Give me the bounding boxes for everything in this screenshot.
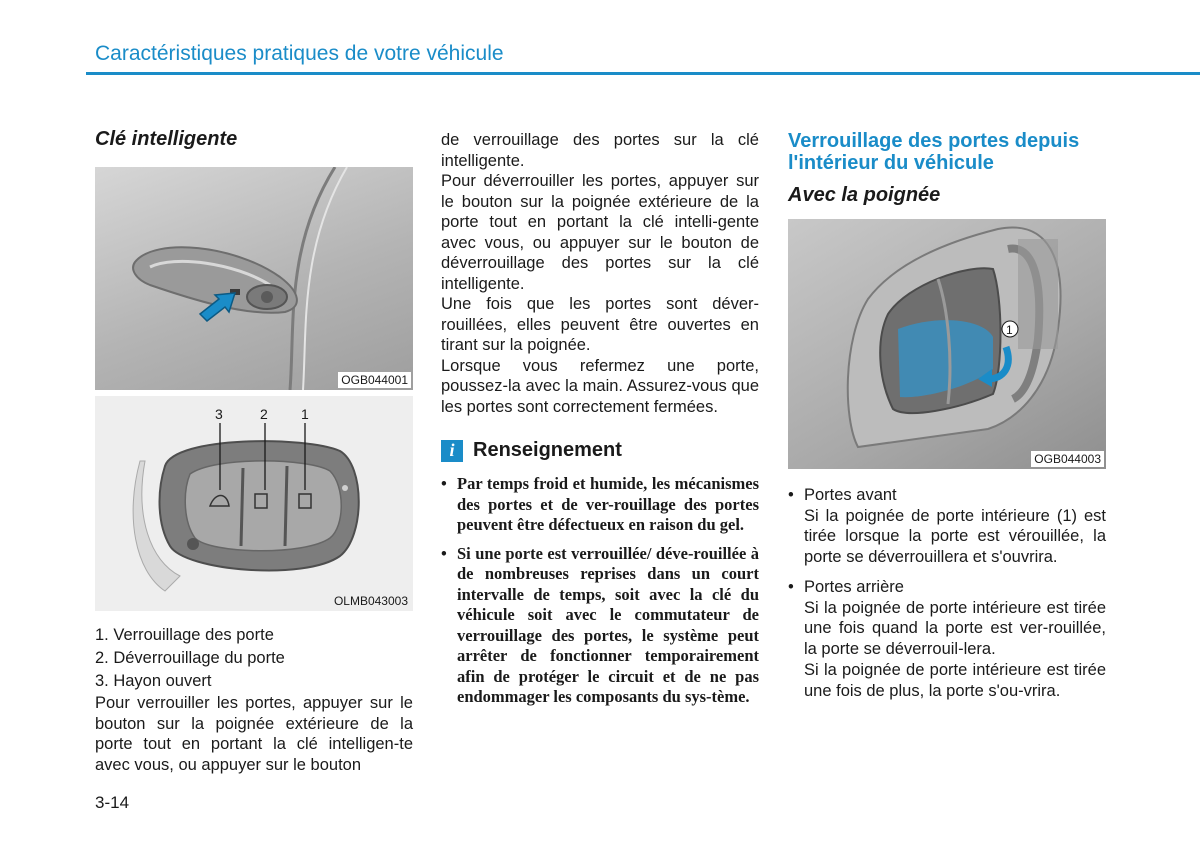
section-heading-interior-lock: Verrouillage des portes depuis l'intérieur du véhicule [788, 130, 1080, 174]
list-item [788, 485, 1106, 567]
header-rule [86, 72, 1200, 75]
bullet-title: • Portes avant [788, 485, 1106, 506]
info-title: Renseignement [473, 439, 622, 461]
bullet-title: • Portes arrière [788, 577, 1106, 598]
paragraph: Pour déverrouiller les portes, appuyer sur le bouton sur la poignée extérieure de la porte tout en portant la clé intelli-gente avec vous, ou appuyer sur le bouton de déverrouillage des portes sur la clé intelligente. [441, 172, 759, 293]
list-item: 3. Hayon ouvert [95, 672, 212, 690]
photo-code: OGB044001 [338, 372, 411, 388]
info-box-header [441, 439, 759, 462]
info-bullet: • Si une porte est verrouillée/ déve-rouillée à de nombreuses reprises dans un court intervalle de temps, soit avec la clé du véhicule soit avec le commutateur de verrouillage des portes, le système peut arrêter de fonctionner temporairement afin de protéger le circuit et de ne pas endommager les composants du sys-tème. [441, 544, 759, 708]
bullet-text: Si la poignée de porte intérieure (1) est tirée lorsque la porte est vérouillée, la porte se déverrouillera et s'ouvrira. [804, 506, 1106, 566]
photo-code: OGB044003 [1031, 451, 1104, 467]
list-item: 2. Déverrouillage du porte [95, 649, 285, 667]
section-heading-smart-key: Clé intelligente [95, 128, 238, 150]
info-bullets [441, 474, 759, 708]
subheading-handle: Avec la poignée [788, 184, 941, 206]
list-item [788, 577, 1106, 701]
column-right [788, 130, 1106, 711]
smart-key-photo [95, 396, 413, 611]
page-number: 3-14 [95, 793, 130, 812]
button-list [95, 624, 413, 693]
door-handle-illustration [95, 167, 413, 390]
page-header-title: Caractéristiques pratiques de votre véhicule [95, 42, 504, 65]
bullet-text: Si la poignée de porte intérieure est tirée une fois de plus, la porte s'ou-vrira. [804, 661, 1106, 700]
bullet-text: Si la poignée de porte intérieure est tirée une fois quand la porte est ver-rouillée, la porte se déverrouil-lera. [804, 598, 1106, 658]
list-item: 1. Verrouillage des porte [95, 626, 274, 644]
info-icon: i [441, 440, 463, 462]
door-handle-photo [95, 167, 413, 390]
column-middle [441, 130, 759, 716]
fob-label-3: 3 [215, 406, 223, 422]
door-bullets [788, 485, 1106, 701]
smart-key-illustration [95, 396, 413, 611]
interior-handle-photo [788, 219, 1106, 469]
column-left [95, 128, 413, 775]
interior-handle-illustration [788, 219, 1106, 469]
info-bullet: • Par temps froid et humide, les mécanismes des portes et de ver-rouillage des portes peuvent être défectueux en raison du gel. [441, 474, 759, 536]
paragraph: de verrouillage des portes sur la clé intelligente. [441, 131, 759, 170]
photo-code: OLMB043003 [333, 594, 408, 608]
fob-label-1: 1 [301, 406, 309, 422]
paragraph: Une fois que les portes sont déver-rouillées, elles peuvent être ouvertes en tirant sur la poignée. [441, 295, 759, 354]
fob-label-2: 2 [260, 406, 268, 422]
paragraph: Lorsque vous refermez une porte, poussez-la avec la main. Assurez-vous que les portes sont correctement fermées. [441, 356, 759, 416]
photo-label-1: 1 [1006, 323, 1013, 337]
paragraph: Pour verrouiller les portes, appuyer sur le bouton sur la poignée extérieure de la porte tout en portant la clé intelligen-te avec vous, ou appuyer sur le bouton [95, 694, 413, 774]
